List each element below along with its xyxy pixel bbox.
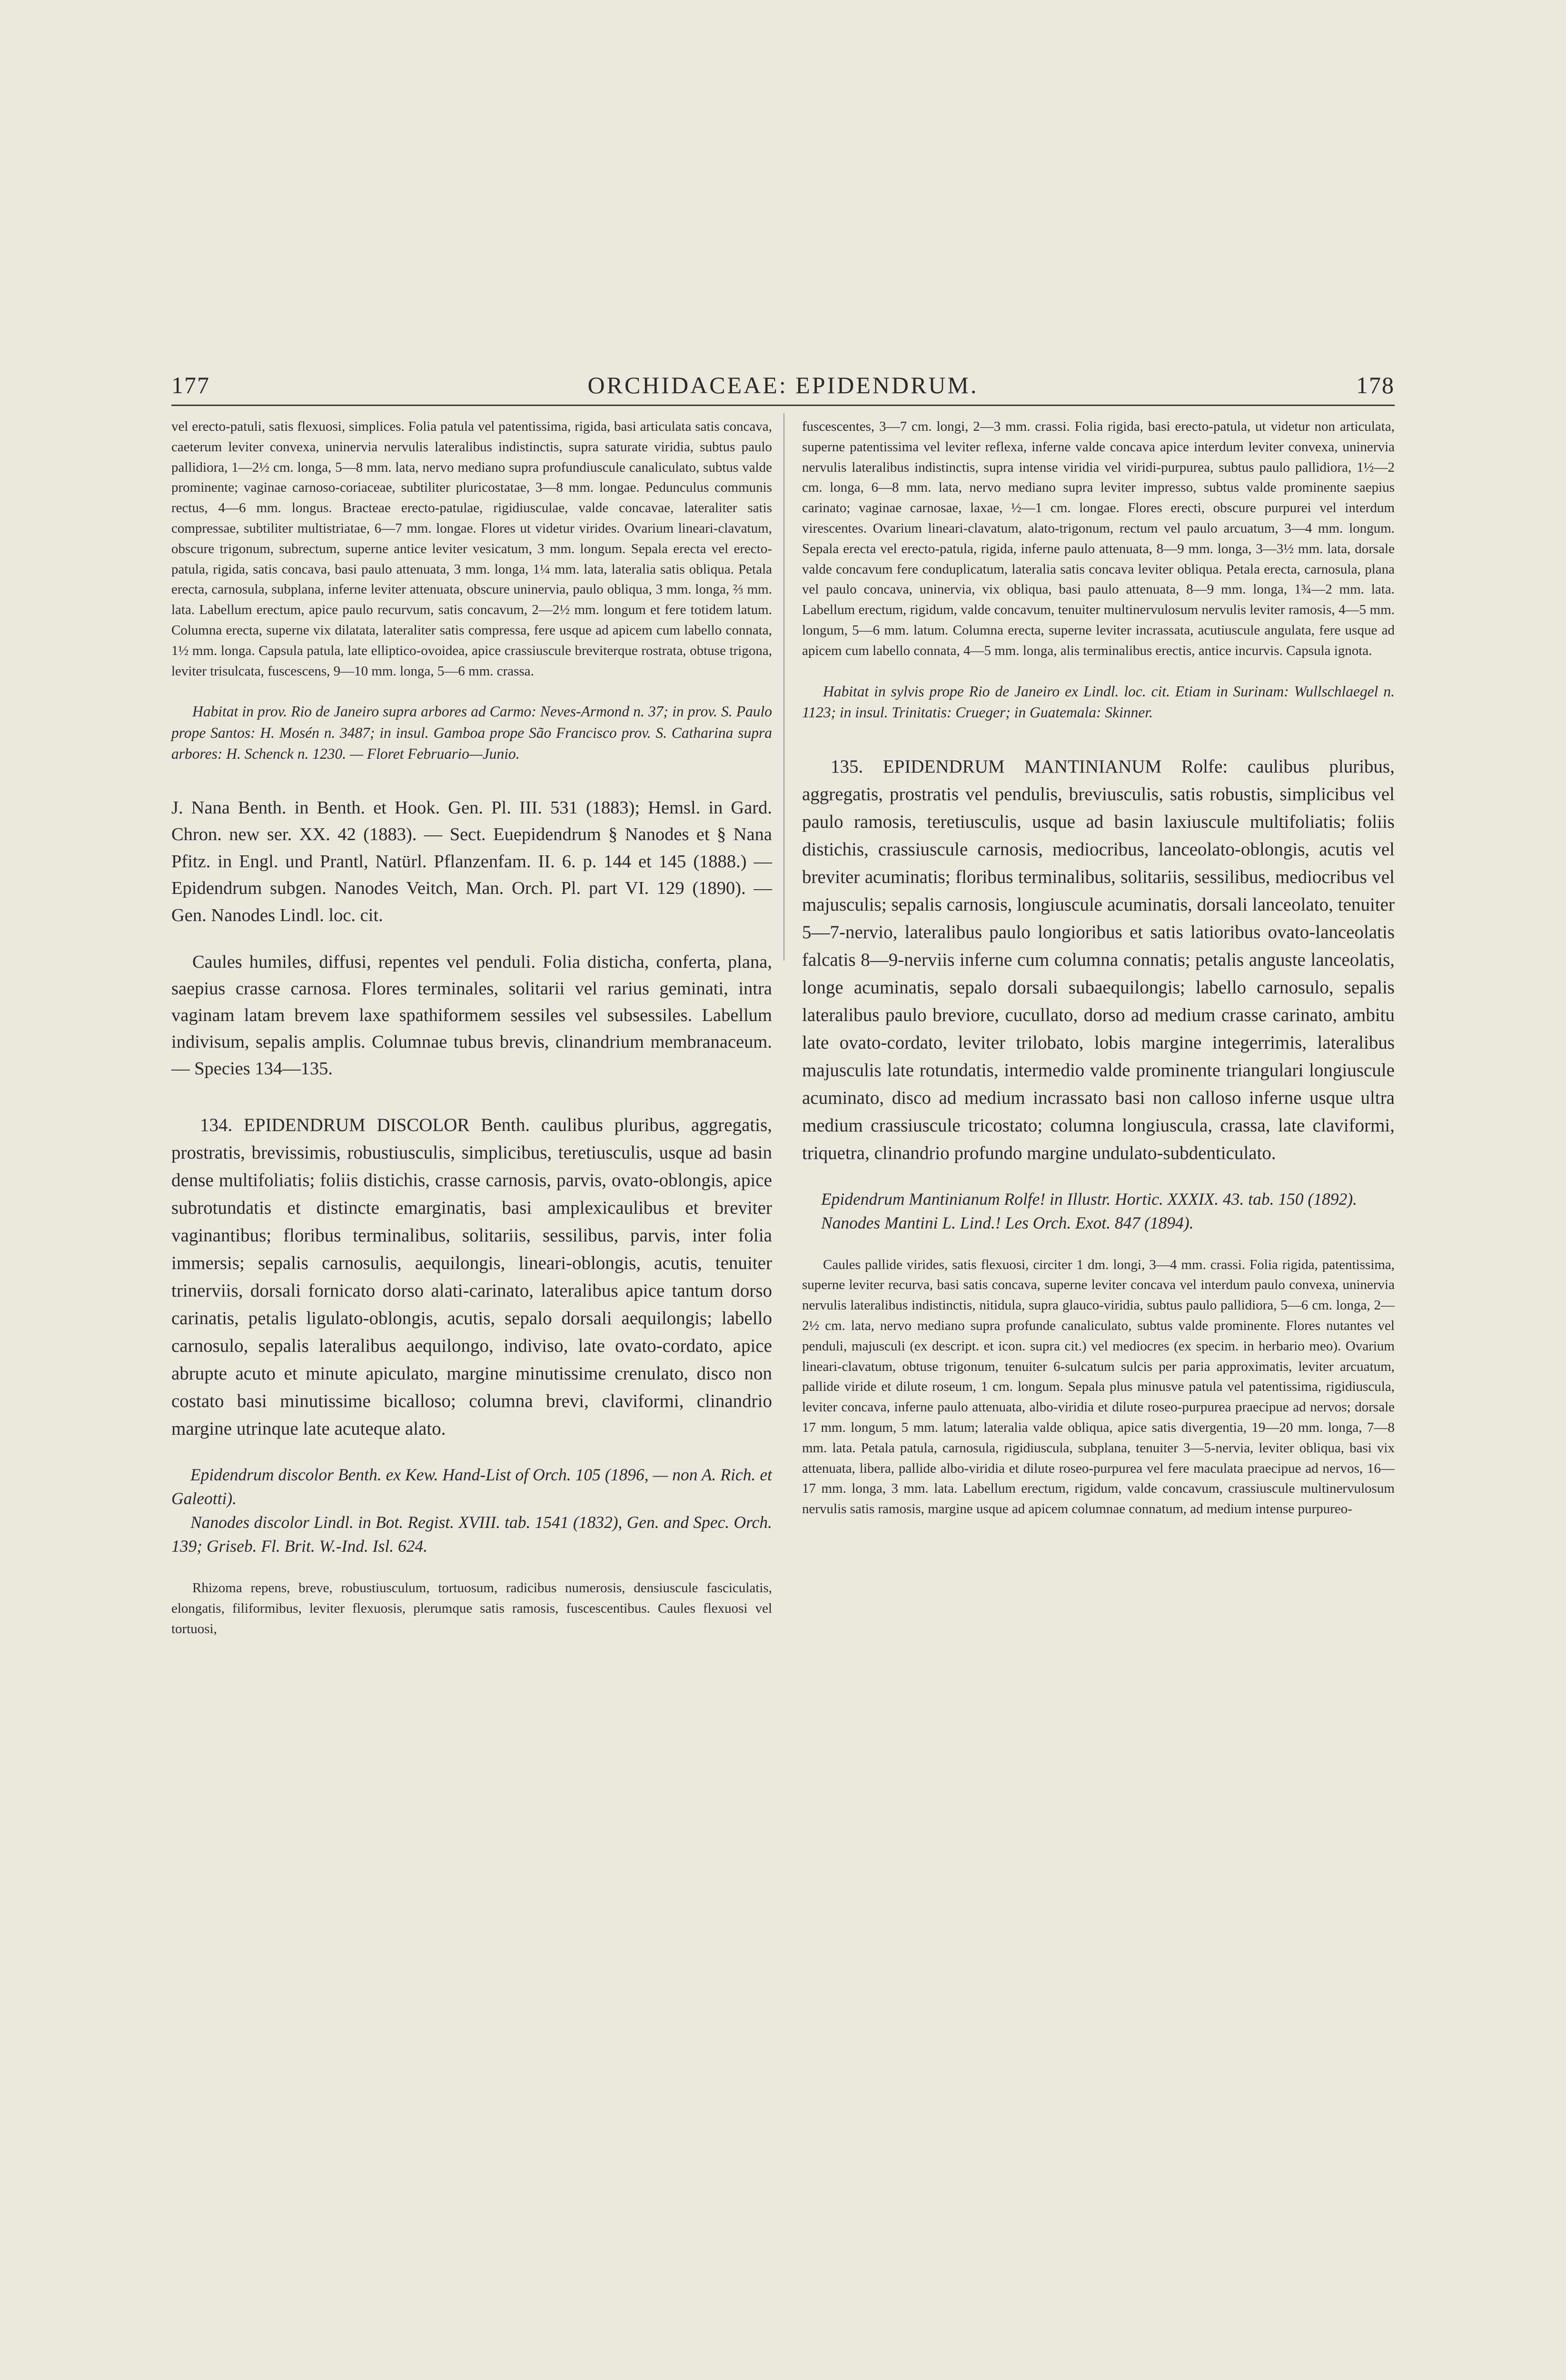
species-135-synonym-2: Nanodes Mantini L. Lind.! Les Orch. Exot. 847 (1894). — [821, 1213, 1194, 1232]
species-134-synonym-1: Epidendrum discolor Benth. ex Kew. Hand-List of Orch. 105 (1896, — non A. Rich. et Galeotti). — [171, 1465, 772, 1508]
left-column — [171, 416, 772, 1639]
section-heading-nana: J. Nana Benth. in Benth. et Hook. Gen. Pl. III. 531 (1883); Hemsl. in Gard. Chron. new ser. XX. 42 (1883). — Sect. Euepidendrum § Nanodes et § Nana Pfitz. in Engl. und Prantl, Natürl. Pflanzenfam. II. 6. p. 144 et 145 (1888.) — Epidendrum subgen. Nanodes Veitch, Man. Orch. Pl. part VI. 129 (1890). — Gen. Nanodes Lindl. loc. cit. — [171, 797, 772, 925]
habitat-paragraph: Habitat in prov. Rio de Janeiro supra arbores ad Carmo: Neves-Armond n. 37; in prov. S. Paulo prope Santos: H. Mosén n. 3487; in insul. Gamboa prope São Francisco prov. S. Catharina supra arbores: H. Schenck n. 1230. — Floret Februario—Junio. — [171, 703, 772, 763]
page-number-left: 177 — [171, 372, 210, 398]
right-column — [802, 416, 1395, 1519]
species-134-continued-description: fuscescentes, 3—7 cm. longi, 2—3 mm. crassi. Folia rigida, basi erecto-patula, ut videtur non articulata, superne patentissima vel leviter reflexa, inferne valde concava apice interdum leviter convexa, uninervia nervulis lateralibus indistinctis, supra intense viridia vel viridi-purpurea, subtus paulo pallidiora, 1½—2 cm. longa, 6—8 mm. lata, nervo mediano supra leviter impresso, subtus valde prominente saepius carinato; vaginae carnosae, laxae, ½—1 cm. longae. Flores erecti, obscure purpurei vel interdum virescentes. Ovarium lineari-clavatum, alato-trigonum, rectum vel paulo arcuatum, 3—4 mm. longum. Sepala erecta vel erecto-patula, rigida, inferne paulo attenuata, 8—9 mm. longa, 3—3½ mm. lata, dorsale valde concavum fere conduplicatum, lateralia satis concava leviter obliqua. Petala erecta, carnosula, plana vel paulo concava, uninervia, vix obliqua, basi paulo attenuata, 8—9 mm. longa, 1¾—2 mm. lata. Labellum erectum, rigidum, valde concavum, tenuiter multinervulosum nervulis leviter ramosis, 4—5 mm. longum, 5—6 mm. latum. Columna erecta, superne leviter incrassata, acutiuscule angulata, fere usque ad apicem cum labello connata, 4—5 mm. longa, alis terminalibus erectis, antice incurvis. Capsula ignota. — [802, 419, 1395, 658]
species-135-description: 135. EPIDENDRUM MANTINIANUM Rolfe: caulibus pluribus, aggregatis, prostratis vel pendulis, breviusculis, satis robustis, simplicibus vel paulo ramosis, teretiusculis, usque ad basin laxiuscule multifoliatis; foliis distichis, crassiuscule carnosis, mediocribus, lanceolato-oblongis, acutis vel breviter acuminatis; floribus terminalibus, solitariis, sessilibus, mediocribus vel majusculis; sepalis carnosis, longiuscule acuminatis, dorsali lanceolato, tenuiter 5—7-nervio, lateralibus paulo longioribus et satis latioribus ovato-lanceolatis falcatis 8—9-nerviis inferne cum columna connatis; petalis anguste lanceolatis, longe acuminatis, sepalo dorsali subaequilongis; labello carnosulo, sepalis lateralibus paulo breviore, cucullato, dorso ad medium crasse carinato, ambitu late ovato-cordato, leviter trilobato, lobis margine integerrimis, lateralibus majusculis late rotundatis, intermedio valde prominente triangulari longiuscule acuminato, disco ad medium incrassato basi non calloso inferne usque ultra medium crassiuscule tricostato; columna longiuscula, crassa, late claviformi, triquetra, clinandrio profundo margine undulato-subdenticulato. — [802, 756, 1395, 1163]
species-134-description: 134. EPIDENDRUM DISCOLOR Benth. caulibus pluribus, aggregatis, prostratis, brevissimis, robustiusculis, simplicibus, teretiusculis, usque ad basin dense multifoliatis; foliis distichis, crasse carnosis, parvis, ovato-oblongis, apice subrotundatis et distincte emarginatis, basi amplexicaulibus et breviter vaginantibus; floribus terminalibus, solitariis, sessilibus, parvis, inter folia immersis; sepalis carnosulis, aequilongis, lineari-oblongis, acutis, tenuiter trinerviis, dorsali fornicato dorso alati-carinato, lateralibus apice tantum dorso carinatis, petalis ligulato-oblongis, acutis, sepalo dorsali aequilongis; labello carnosulo, sepalis lateralibus aequilongo, indiviso, late ovato-cordato, apice abrupte acuto et minute apiculato, margine minutissime crenulato, disco non costato basi minutissime bicalloso; columna brevi, claviformi, clinandrio margine utrinque late acuteque alato. — [171, 1115, 772, 1439]
species-134-synonym-2: Nanodes discolor Lindl. in Bot. Regist. XVIII. tab. 1541 (1832), Gen. and Spec. Orch. 139; Griseb. Fl. Brit. W.-Ind. Isl. 624. — [171, 1513, 772, 1556]
header-rule — [171, 405, 1395, 406]
species-134-habitat: Habitat in sylvis prope Rio de Janeiro ex Lindl. loc. cit. Etiam in Surinam: Wullschlaegel n. 1123; in insul. Trinitatis: Crueger; in Guatemala: Skinner. — [802, 683, 1395, 721]
column-divider — [783, 413, 784, 961]
section-description: Caules humiles, diffusi, repentes vel penduli. Folia disticha, conferta, plana, saepius crasse carnosa. Flores terminales, solitarii vel rarius geminati, intra vaginam latam brevem laxe spathiformem sessiles vel subsessiles. Labellum indivisum, sepalis amplis. Columnae tubus brevis, clinandrium membranaceum. — Species 134—135. — [171, 952, 772, 1079]
continued-description: vel erecto-patuli, satis flexuosi, simplices. Folia patula vel patentissima, rigida, basi articulata satis concava, caeterum leviter convexa, uninervia nervulis lateralibus indistinctis, supra saturate viridia, subtus paulo pallidiora, 1—2½ cm. longa, 5—8 mm. lata, nervo mediano supra profundiuscule canaliculato, subtus valde prominente; vaginae carnoso-coriaceae, subtiliter pluricostatae, 3—8 mm. longae. Pedunculus communis rectus, 4—6 mm. longus. Bracteae erecto-patulae, rigidiusculae, valde concavae, lateraliter satis compressae, subtiliter multistriatae, 6—7 mm. longae. Flores ut videtur virides. Ovarium lineari-clavatum, obscure trigonum, subrectum, superne antice leviter vesicatum, 3 mm. longum. Sepala erecta vel erecto-patula, rigida, satis concava, basi paulo attenuata, 3 mm. longa, 1¼ mm. lata, lateralia satis obliqua. Petala erecta, carnosula, subplana, inferne leviter attenuata, obscure uninervia, paulo obliqua, 3 mm. longa, ⅔ mm. lata. Labellum erectum, apice paulo recurvum, satis concavum, 2—2½ mm. longum et fere totidem latum. Columna erecta, superne vix dilatata, lateraliter satis compressa, fere usque ad apicem cum labello connata, 1½ mm. longa. Capsula patula, late elliptico-ovoidea, apice crassiuscule breviterque rostrata, obtuse trigona, leviter trisulcata, fuscescens, 9—10 mm. longa, 5—6 mm. crassa. — [171, 419, 772, 679]
species-134-detailed-description: Rhizoma repens, breve, robustiusculum, tortuosum, radicibus numerosis, densiuscule fasciculatis, elongatis, filiformibus, leviter flexuosis, plerumque satis ramosis, fuscescentibus. Caules flexuosi vel tortuosi, — [171, 1580, 772, 1636]
page-header — [171, 371, 1395, 409]
page-number-right: 178 — [1356, 372, 1395, 398]
species-135-detailed-description: Caules pallide virides, satis flexuosi, circiter 1 dm. longi, 3—4 mm. crassi. Folia rigida, patentissima, superne leviter recurva, basi satis concava, superne leviter concava vel interdum paulo convexa, uninervia nervulis lateralibus indistinctis, nitidula, supra glauco-viridia, subtus paulo pallidiora, 5—6 cm. longa, 2—2½ cm. lata, nervo mediano supra profunde canaliculato, subtus valde prominente. Flores nutantes vel penduli, majusculi (ex descript. et icon. supra cit.) vel mediocres (ex specim. in herbario meo). Ovarium lineari-clavatum, obtuse trigonum, tenuiter 6-sulcatum sulcis per paria approximatis, leviter arcuatum, pallide viride et dilute roseum, 1 cm. longum. Sepala plus minusve patula vel patentissima, rigidiuscula, leviter concava, inferne paulo attenuata, albo-viridia et dilute roseo-purpurea praecipue ad nervos; dorsale 17 mm. longum, 5 mm. latum; lateralia valde obliqua, apice satis divergentia, 19—20 mm. longa, 7—8 mm. lata. Petala patula, carnosula, rigidiuscula, subplana, tenuiter 3—5-nervia, leviter obliqua, basi vix attenuata, libera, pallide albo-viridia et dilute roseo-purpurea vel fere maculata praecipue ad nervos, 16—17 mm. longa, 3 mm. lata. Labellum erectum, rigidum, valde concavum, crassiuscule multinervulosum nervulis satis ramosis, margine usque ad apicem columnae connatum, ad medium intense purpureo- — [802, 1257, 1395, 1517]
species-135-synonym-1: Epidendrum Mantinianum Rolfe! in Illustr. Hortic. XXXIX. 43. tab. 150 (1892). — [821, 1189, 1358, 1209]
running-title: ORCHIDACEAE: EPIDENDRUM. — [587, 372, 979, 398]
